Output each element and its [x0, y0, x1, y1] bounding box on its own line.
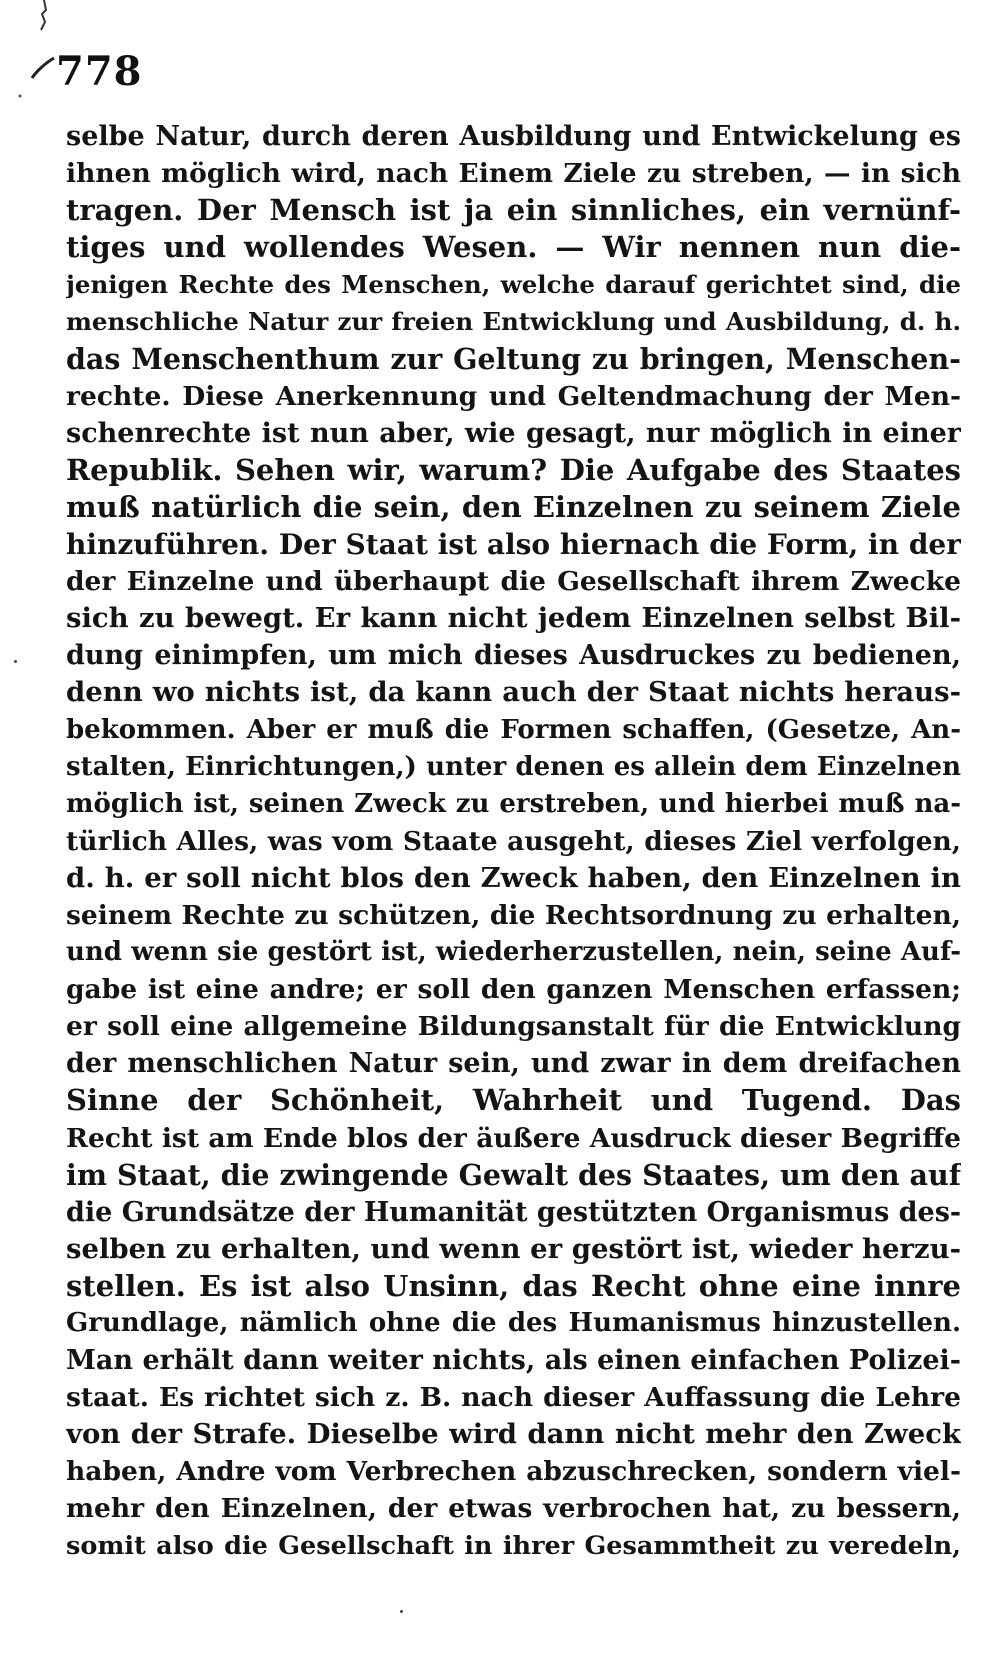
- text-line: Sinne der Schönheit, Wahrheit und Tugend. Das: [66, 1083, 961, 1118]
- text-line: sich zu bewegt. Er kann nicht jedem Einzelnen selbst Bil-: [66, 602, 961, 635]
- text-line: schenrechte ist nun aber, wie gesagt, nur möglich in einer: [66, 417, 961, 449]
- text-line: stalten, Einrichtungen,) unter denen es allein dem Einzelnen: [66, 751, 961, 782]
- text-line: die Grundsätze der Humanität gestützten Organismus des-: [66, 1196, 961, 1228]
- text-line: denn wo nichts ist, da kann auch der Staat nichts heraus-: [66, 676, 961, 709]
- text-line: dung einimpfen, um mich dieses Ausdruckes zu bedienen,: [66, 640, 961, 672]
- text-line: rechte. Diese Anerkennung und Geltendmachung der Men-: [66, 380, 961, 412]
- text-line: türlich Alles, was vom Staate ausgeht, dieses Ziel verfolgen,: [66, 825, 961, 857]
- text-line: im Staat, die zwingende Gewalt des Staates, um den auf: [66, 1157, 961, 1192]
- text-line: jenigen Rechte des Menschen, welche darauf gerichtet sind, die: [66, 270, 961, 300]
- text-line: Grundlage, nämlich ohne die des Humanismus hinzustellen.: [66, 1308, 961, 1338]
- text-line: selben zu erhalten, und wenn er gestört ist, wieder herzu-: [66, 1232, 961, 1265]
- text-line: und wenn sie gestört ist, wiederherzustellen, nein, seine Auf-: [66, 937, 961, 968]
- page-number: 778: [56, 48, 143, 95]
- text-line: möglich ist, seinen Zweck zu erstreben, und hierbei muß na-: [66, 788, 961, 819]
- body-text: [66, 118, 961, 1565]
- text-line: Republik. Sehen wir, warum? Die Aufgabe des Staates: [66, 452, 961, 487]
- text-line: der Einzelne und überhaupt die Gesellschaft ihrem Zwecke: [66, 566, 961, 598]
- text-line: gabe ist eine andre; er soll den ganzen Menschen erfassen;: [66, 974, 961, 1006]
- text-line: das Menschenthum zur Geltung zu bringen, Menschen-: [66, 341, 961, 376]
- text-line: Recht ist am Ende blos der äußere Ausdruck dieser Begriffe: [66, 1122, 961, 1154]
- text-line: menschliche Natur zur freien Entwicklung und Ausbildung, d. h.: [66, 307, 961, 337]
- text-line: bekommen. Aber er muß die Formen schaffen, (Gesetze, An-: [66, 714, 961, 745]
- ink-smudge-mark: [14, 0, 56, 100]
- text-line: mehr den Einzelnen, der etwas verbrochen hat, zu bessern,: [66, 1493, 961, 1525]
- paper-speck: [14, 660, 17, 663]
- text-line: der menschlichen Natur sein, und zwar in dem dreifachen: [66, 1048, 961, 1080]
- text-line: ihnen möglich wird, nach Einem Ziele zu streben, — in sich: [66, 158, 961, 190]
- text-line: stellen. Es ist also Unsinn, das Recht ohne eine innre: [66, 1268, 961, 1303]
- text-line: hinzuführen. Der Staat ist also hiernach die Form, in der: [66, 528, 961, 562]
- text-line: somit also die Gesellschaft in ihrer Gesammtheit zu veredeln,: [66, 1530, 961, 1561]
- text-line: tiges und wollendes Wesen. — Wir nennen nun die-: [66, 230, 961, 265]
- text-line: staat. Es richtet sich z. B. nach dieser Auffassung die Lehre: [66, 1382, 961, 1414]
- text-line: muß natürlich die sein, den Einzelnen zu seinem Ziele: [66, 489, 961, 524]
- text-line: d. h. er soll nicht blos den Zweck haben, den Einzelnen in: [66, 861, 961, 894]
- text-line: Man erhält dann weiter nichts, als einen einfachen Polizei-: [66, 1345, 961, 1377]
- text-line: haben, Andre vom Verbrechen abzuschrecken, sondern viel-: [66, 1456, 961, 1488]
- text-line: seinem Rechte zu schützen, die Rechtsordnung zu erhalten,: [66, 899, 961, 931]
- text-line: tragen. Der Mensch ist ja ein sinnliches, ein vernünf-: [66, 193, 961, 228]
- text-line: selbe Natur, durch deren Ausbildung und Entwickelung es: [66, 121, 961, 152]
- paper-speck: [400, 1610, 403, 1613]
- text-line: von der Strafe. Dieselbe wird dann nicht mehr den Zweck: [66, 1418, 961, 1451]
- text-line: er soll eine allgemeine Bildungsanstalt für die Entwicklung: [66, 1011, 961, 1043]
